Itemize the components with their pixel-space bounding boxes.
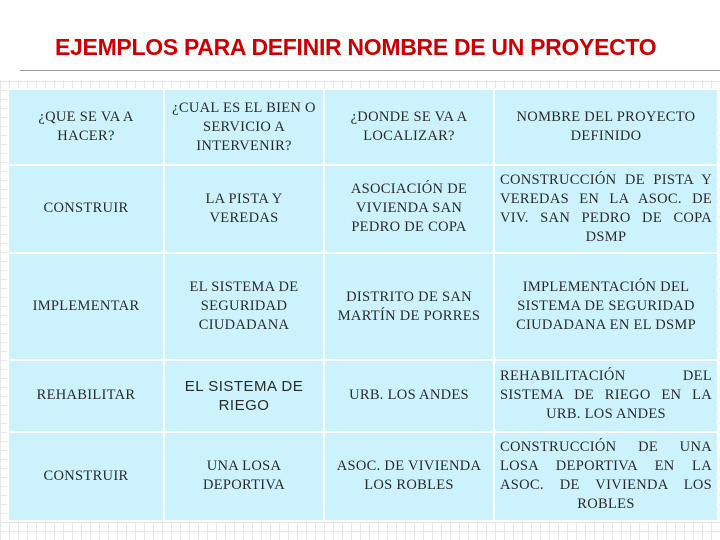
cell-good-or-service: EL SISTEMA DE RIEGO: [165, 361, 323, 430]
cell-project-name: CONSTRUCCIÓN DE UNA LOSA DEPORTIVA EN LA ASOC. DE VIVIENDA LOS ROBLES: [495, 433, 717, 520]
cell-project-name: IMPLEMENTACIÓN DEL SISTEMA DE SEGURIDAD CIUDADANA EN EL DSMP: [495, 254, 717, 360]
header-what: ¿QUE SE VA A HACER?: [9, 90, 163, 164]
title-divider: [20, 70, 720, 71]
page-title: EJEMPLOS PARA DEFINIR NOMBRE DE UN PROYECTO: [55, 34, 657, 60]
cell-location: URB. LOS ANDES: [325, 361, 493, 430]
cell-location: ASOCIACIÓN DE VIVIENDA SAN PEDRO DE COPA: [325, 166, 493, 251]
cell-action: REHABILITAR: [9, 361, 163, 430]
cell-location: ASOC. DE VIVIENDA LOS ROBLES: [325, 433, 493, 520]
cell-action: CONSTRUIR: [9, 433, 163, 520]
table-header-row: [9, 90, 717, 164]
title-area: [0, 0, 720, 80]
table-row: [9, 361, 717, 430]
examples-table: [7, 88, 719, 522]
cell-project-name: CONSTRUCCIÓN DE PISTA Y VEREDAS EN LA ASOC. DE VIV. SAN PEDRO DE COPA DSMP: [495, 166, 717, 251]
header-good-or-service: ¿CUAL ES EL BIEN O SERVICIO A INTERVENIR?: [165, 90, 323, 164]
cell-location: DISTRITO DE SAN MARTÍN DE PORRES: [325, 254, 493, 360]
cell-action: CONSTRUIR: [9, 166, 163, 251]
header-where: ¿DONDE SE VA A LOCALIZAR?: [325, 90, 493, 164]
cell-action: IMPLEMENTAR: [9, 254, 163, 360]
examples-table-container: [7, 88, 717, 522]
cell-project-name: REHABILITACIÓN DEL SISTEMA DE RIEGO EN LA URB. LOS ANDES: [495, 361, 717, 430]
cell-good-or-service: UNA LOSA DEPORTIVA: [165, 433, 323, 520]
header-project-name: NOMBRE DEL PROYECTO DEFINIDO: [495, 90, 717, 164]
cell-good-or-service: EL SISTEMA DE SEGURIDAD CIUDADANA: [165, 254, 323, 360]
table-row: [9, 254, 717, 360]
table-row: [9, 166, 717, 251]
cell-good-or-service: LA PISTA Y VEREDAS: [165, 166, 323, 251]
table-row: [9, 433, 717, 520]
